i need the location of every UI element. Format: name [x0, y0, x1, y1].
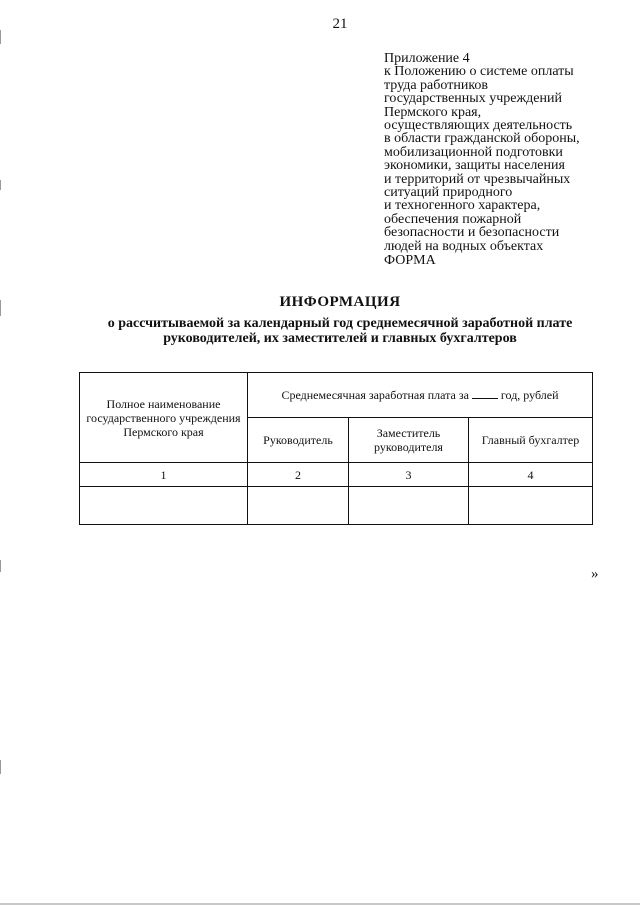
salary-header-suffix: год, рублей: [500, 388, 559, 402]
appendix-line: ситуаций природного: [384, 185, 513, 201]
deputy-column-header: Заместитель руководителя: [349, 418, 469, 463]
appendix-line: Приложение 4: [384, 51, 470, 66]
form-label: ФОРМА: [384, 253, 436, 268]
salary-header-prefix: Среднемесячная заработная плата за: [281, 388, 469, 402]
year-blank-line: [472, 388, 498, 399]
salary-period-header: [248, 373, 593, 418]
scan-edge-marks: [0, 0, 2, 905]
document-subtitle: [40, 317, 640, 346]
appendix-line: мобилизационной подготовки: [384, 144, 563, 160]
appendix-line: труда работников: [384, 77, 489, 93]
salary-form-table: [79, 372, 593, 525]
subtitle-line-2: руководителей, их заместителей и главных бухгалтеров: [163, 330, 517, 346]
document-title: ИНФОРМАЦИЯ: [279, 294, 401, 310]
appendix-line: экономики, защиты населения: [384, 158, 565, 174]
appendix-line: обеспечения пожарной: [384, 211, 522, 227]
table-cell: [80, 487, 248, 525]
institution-name-header: Полное наименование государственного учреждения Пермского края: [80, 373, 248, 463]
subtitle-line-1: о рассчитываемой за календарный год среднемесячной заработной плате: [107, 316, 573, 331]
table-header-row: [80, 373, 593, 418]
closing-quote: »: [591, 566, 599, 582]
head-column-header: Руководитель: [248, 418, 349, 463]
column-number: 2: [248, 463, 349, 487]
appendix-line: и территорий от чрезвычайных: [384, 171, 571, 187]
appendix-line: в области гражданской обороны,: [384, 131, 580, 147]
table-cell: [248, 487, 349, 525]
appendix-line: и техногенного характера,: [384, 198, 541, 214]
appendix-line: государственных учреждений: [384, 91, 562, 107]
column-number: 4: [469, 463, 593, 487]
column-number-row: [80, 463, 593, 487]
appendix-line: людей на водных объектах: [384, 238, 544, 254]
appendix-line: безопасности и безопасности: [384, 225, 560, 241]
page-number: 21: [332, 16, 348, 32]
table-cell: [349, 487, 469, 525]
appendix-line: к Положению о системе оплаты: [384, 64, 574, 80]
appendix-header: [384, 52, 624, 253]
table-row: [80, 487, 593, 525]
column-number: 3: [349, 463, 469, 487]
chief-accountant-column-header: Главный бухгалтер: [469, 418, 593, 463]
table-cell: [469, 487, 593, 525]
column-number: 1: [80, 463, 248, 487]
appendix-line: осуществляющих деятельность: [384, 118, 573, 134]
appendix-line: Пермского края,: [384, 104, 482, 120]
